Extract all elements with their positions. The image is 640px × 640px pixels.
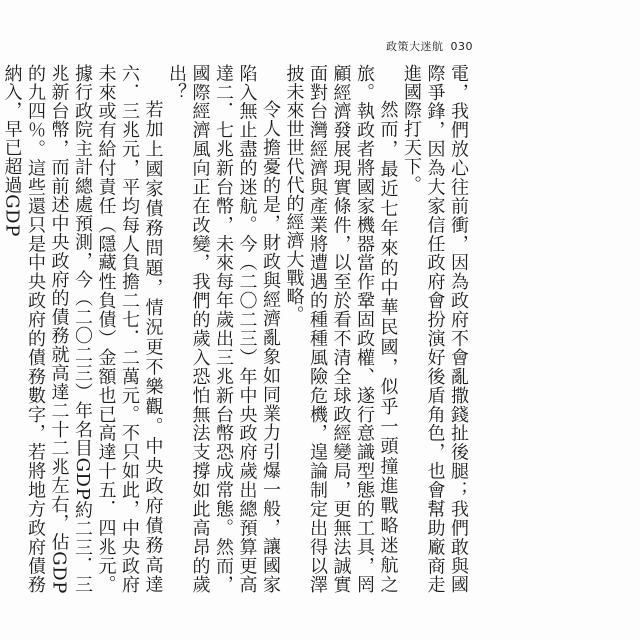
body-text (1, 64, 470, 594)
running-header (386, 38, 473, 54)
paragraph: 然而，最近七年來的中華民國，似乎一頭撞進戰略迷航之旅。執政者將國家機器當作鞏固政權、遂行意識型態的工具，罔顧經濟發展現實條件，以至於看不清全球政經變局，更無法誠實面對台灣經濟與產業將遭遇的種種風險危機，遑論制定出得以澤披未來世世代代的經濟大戰略。 (283, 64, 399, 594)
paragraph: 令人擔憂的是，財政與經濟亂象如同業力引爆一般，讓國家陷入無止盡的迷航。今（二〇二三）年中央政府歲出總預算更高達二．七兆新台幣，未來每年歲出三兆新台幣恐成常態。然而，國際經濟風向正在改變，我們的歲入恐怕無法支撐如此高昂的歲出？ (166, 64, 281, 594)
page-number: 030 (450, 40, 473, 53)
paragraph: 電，我們放心往前衝，因為政府不會亂撒錢扯後腿；我們敢與國際爭鋒，因為大家信任政府會扮演好後盾角色，也會幫助廠商走進國際打天下。 (401, 64, 469, 594)
book-title: 政策大迷航 (386, 40, 444, 53)
paragraph: 若加上國家債務問題，情況更不樂觀。中央政府債務高達六．三兆元，平均每人負擔二七．二萬元。不只如此，中央政府未來或有給付責任（隱藏性負債）金額也已高達十五．四兆元。據行政院主計總處預測，今（二〇二三）年名目GDP約二三．三兆新台幣，而前述中央政府的債務就高達二十二兆左右，佔GDP的九四％。這些還只是中央政府的債務數字，若將地方政府債務納入，早已超過GDP (1, 64, 164, 594)
